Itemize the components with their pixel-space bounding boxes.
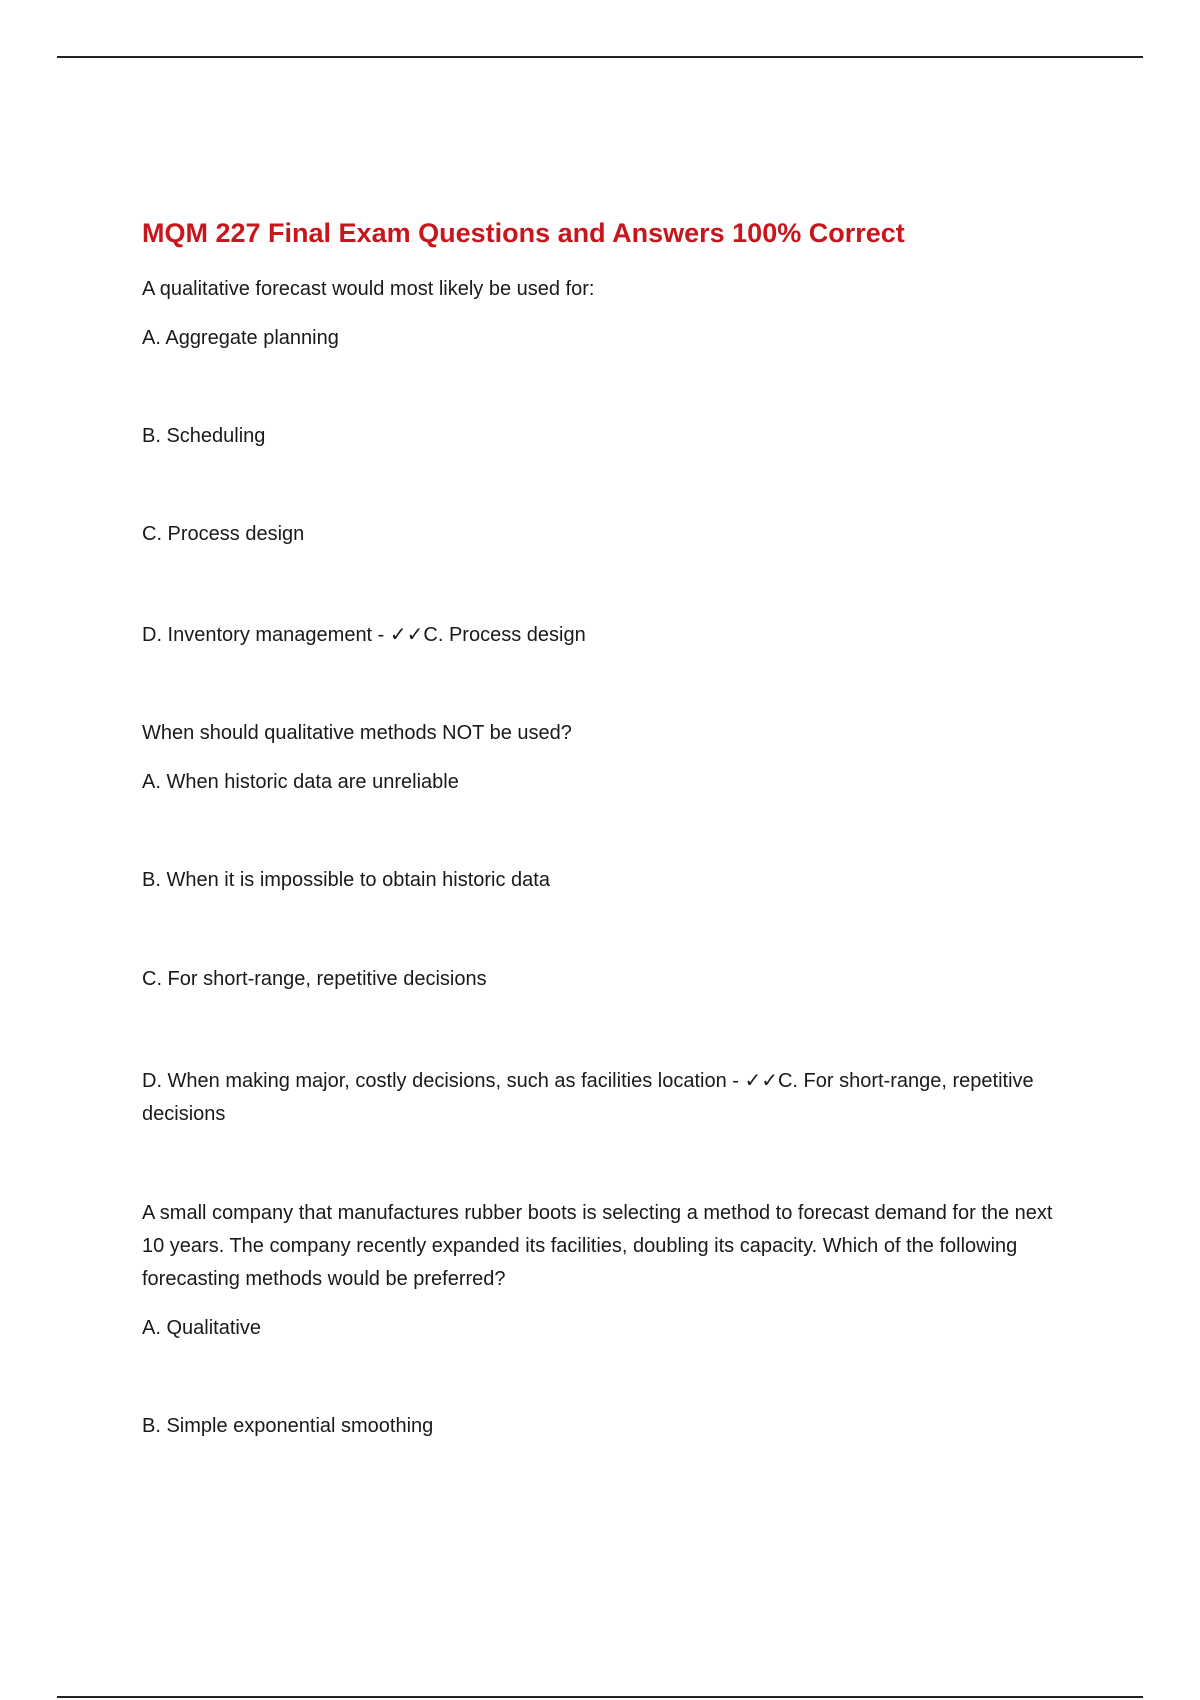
question-3-option-b: B. Simple exponential smoothing — [142, 1415, 434, 1437]
question-1-option-a: A. Aggregate planning — [142, 327, 339, 349]
question-2-option-a: A. When historic data are unreliable — [142, 771, 459, 793]
footer-rule — [57, 1696, 1143, 1698]
question-1-text: A qualitative forecast would most likely be used for: — [142, 278, 595, 300]
question-3-text: A small company that manufactures rubber boots is selecting a method to forecast demand for the next 10 years. The company recently expanded its facilities, doubling its capacity. Which of the following forecasting methods would be preferred? — [142, 1202, 1053, 1290]
question-1-option-d-answer: D. Inventory management - ✓✓C. Process design — [142, 624, 586, 646]
question-2-text: When should qualitative methods NOT be used? — [142, 722, 572, 744]
question-2-option-b: B. When it is impossible to obtain historic data — [142, 869, 550, 891]
document-title: MQM 227 Final Exam Questions and Answers 100% Correct — [142, 218, 905, 248]
question-1-option-b: B. Scheduling — [142, 425, 266, 447]
question-2-option-d-answer: D. When making major, costly decisions, such as facilities location - ✓✓C. For short-range, repetitive decisions — [142, 1070, 1034, 1125]
header-rule — [57, 56, 1143, 58]
question-1-option-c: C. Process design — [142, 523, 305, 545]
question-2-option-c: C. For short-range, repetitive decisions — [142, 968, 487, 990]
question-3-option-a: A. Qualitative — [142, 1317, 261, 1339]
